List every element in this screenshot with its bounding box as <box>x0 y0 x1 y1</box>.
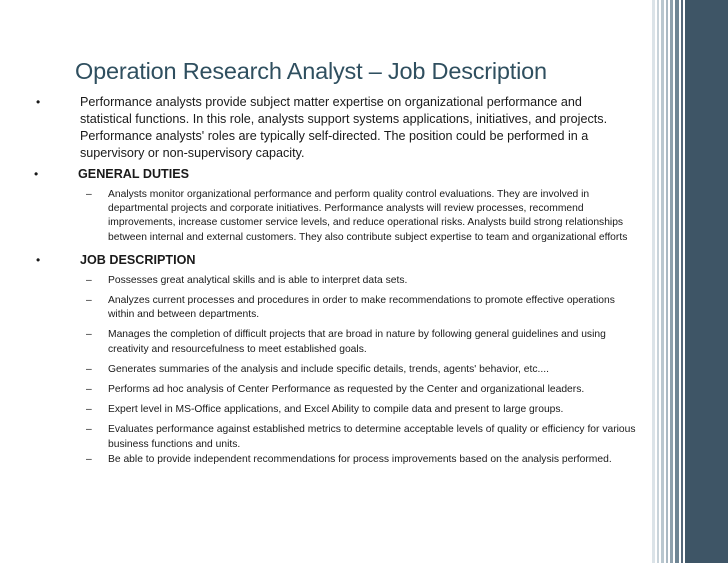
page-title: Operation Research Analyst – Job Description <box>75 58 547 84</box>
intro-text: Performance analysts provide subject matter expertise on organizational performance and statistical functions. In this role, analysts support systems applications, initiatives, and projects. Performance analysts' roles are typically self-directed. The position could be performed in a supervisory or non-supervisory capacity. <box>80 95 608 160</box>
list-item-text: Analysts monitor organizational performance and perform quality control evaluations. They are involved in departmental projects and corporate initiatives. Performance analysts will review processes, recommend improvements, increase customer service levels, and reduce operational risks. Analysts build strong relationships between internal and external customers. They also contribute subject expertise to team and organizational efforts <box>108 189 628 243</box>
bullet-icon: • <box>34 167 39 181</box>
list-item-text: Evaluates performance against established metrics to determine acceptable levels of quality or efficiency for various business functions and units. <box>108 424 636 450</box>
list-item <box>36 363 636 377</box>
dash-icon: – <box>86 363 92 375</box>
section-heading: GENERAL DUTIES <box>78 167 190 181</box>
job-description-list <box>36 274 636 467</box>
list-item <box>36 328 636 356</box>
dash-icon: – <box>86 274 92 286</box>
list-item <box>36 383 636 397</box>
dash-icon: – <box>86 384 92 396</box>
list-item <box>36 294 636 322</box>
list-item <box>36 453 636 467</box>
list-item <box>36 274 636 288</box>
dash-icon: – <box>86 453 92 465</box>
intro-paragraph <box>36 94 636 162</box>
list-item-text: Be able to provide independent recommendations for process improvements based on the analysis performed. <box>108 453 612 465</box>
bullet-icon: • <box>36 252 41 267</box>
dash-icon: – <box>86 424 92 436</box>
dash-icon: – <box>86 404 92 416</box>
list-item <box>36 403 636 417</box>
job-description-heading <box>36 252 636 269</box>
list-item-text: Performs ad hoc analysis of Center Performance as requested by the Center and organizational leaders. <box>108 384 585 396</box>
general-duties-heading <box>34 166 636 183</box>
document-body <box>36 94 636 473</box>
decorative-side-stripes <box>652 0 728 563</box>
list-item-text: Generates summaries of the analysis and include specific details, trends, agents' behavior, etc.... <box>108 363 549 375</box>
bullet-icon: • <box>36 95 41 109</box>
dash-icon: – <box>86 295 92 307</box>
dash-icon: – <box>86 189 92 200</box>
list-item-text: Expert level in MS-Office applications, and Excel Ability to compile data and present to large groups. <box>108 404 564 416</box>
general-duties-item <box>36 188 636 245</box>
list-item <box>36 423 636 451</box>
list-item-text: Manages the completion of difficult projects that are broad in nature by following general guidelines and using creativity and resourcefulness to meet established goals. <box>108 329 606 355</box>
section-heading: JOB DESCRIPTION <box>80 252 196 267</box>
list-item-text: Possesses great analytical skills and is able to interpret data sets. <box>108 274 408 286</box>
dash-icon: – <box>86 329 92 341</box>
list-item-text: Analyzes current processes and procedures in order to make recommendations to promote effective operations within and between departments. <box>108 295 615 321</box>
